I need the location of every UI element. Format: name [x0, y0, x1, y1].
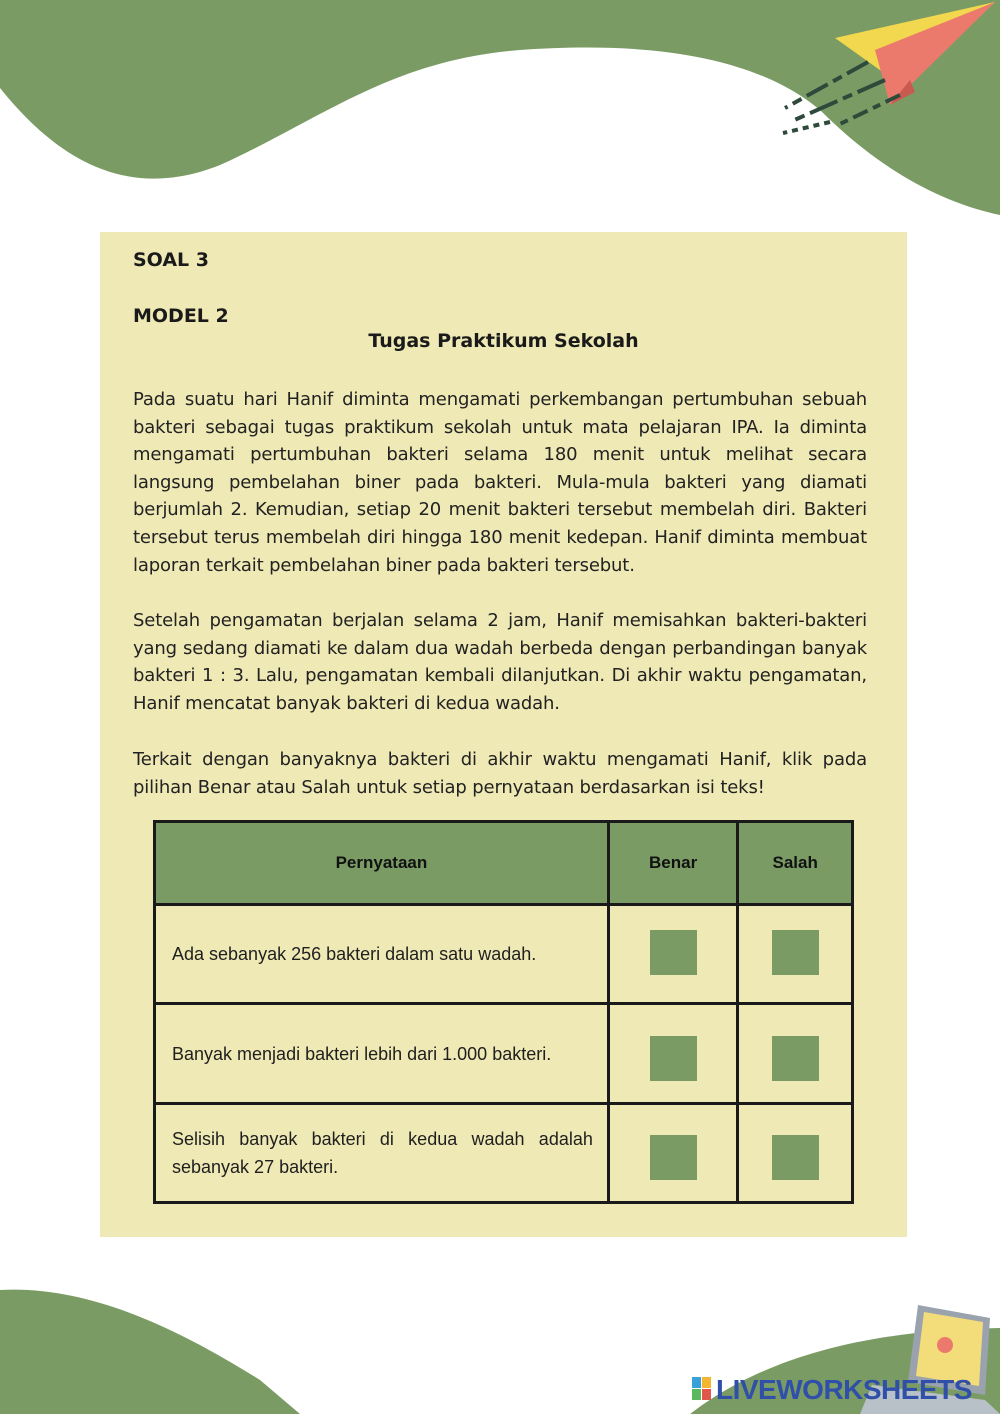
- question-card: [100, 232, 907, 1237]
- statement-table: [153, 820, 854, 1204]
- table-header-row: [155, 822, 853, 905]
- benar-cell: [608, 905, 738, 1004]
- benar-cell: [608, 1103, 738, 1202]
- salah-choice-box-1[interactable]: [772, 930, 819, 975]
- salah-cell: [738, 1103, 853, 1202]
- brand-wordmark[interactable]: LIVEWORKSHEETS: [716, 1374, 972, 1405]
- model-label: MODEL 2: [133, 305, 229, 327]
- table-row: [155, 905, 853, 1004]
- table-row: [155, 1103, 853, 1202]
- bottom-left-wave-shape: [0, 1290, 300, 1414]
- header-benar: Benar: [608, 822, 738, 905]
- soal-label: SOAL 3: [133, 249, 209, 271]
- paragraph-observation: Setelah pengamatan berjalan selama 2 jam, Hanif memisahkan bakteri-bakteri yang sedang diamati ke dalam dua wadah berbeda dengan perbandingan banyak bakteri 1 : 3. Lalu, pengamatan kembali dilanjutkan. Di akhir waktu pengamatan, Hanif mencatat banyak bakteri di kedua wadah.: [133, 610, 867, 714]
- page-title: Tugas Praktikum Sekolah: [368, 330, 639, 352]
- top-wave-shape: [0, 0, 1000, 215]
- header-salah: Salah: [738, 822, 853, 905]
- benar-cell: [608, 1004, 738, 1103]
- benar-choice-box-3[interactable]: [650, 1135, 697, 1180]
- salah-cell: [738, 905, 853, 1004]
- statement-text: Selisih banyak bakteri di kedua wadah adalah sebanyak 27 bakteri.: [155, 1103, 609, 1202]
- benar-choice-box-1[interactable]: [650, 930, 697, 975]
- salah-choice-box-2[interactable]: [772, 1036, 819, 1081]
- paragraph-instruction: Terkait dengan banyaknya bakteri di akhir waktu mengamati Hanif, klik pada pilihan Benar atau Salah untuk setiap pernyataan berdasarkan isi teks!: [133, 749, 867, 798]
- paragraph-intro: Pada suatu hari Hanif diminta mengamati perkembangan pertumbuhan sebuah bakteri sebagai tugas praktikum sekolah untuk mata pelajaran IPA. Ia diminta mengamati pertumbuhan bakteri selama 180 menit untuk melihat secara langsung pembelahan biner pada bakteri. Mula-mula bakteri yang diamati berjumlah 2. Kemudian, setiap 20 menit bakteri tersebut membelah diri. Bakteri tersebut terus membelah diri hingga 180 menit kedepan. Hanif diminta membuat laporan terkait pembelahan biner pada bakteri tersebut.: [133, 389, 867, 576]
- salah-cell: [738, 1004, 853, 1103]
- statement-text: Banyak menjadi bakteri lebih dari 1.000 bakteri.: [155, 1004, 609, 1103]
- header-pernyataan: Pernyataan: [155, 822, 609, 905]
- liveworksheets-logo-icon: [692, 1377, 712, 1401]
- statement-text: Ada sebanyak 256 bakteri dalam satu wadah.: [155, 905, 609, 1004]
- table-row: [155, 1004, 853, 1103]
- salah-choice-box-3[interactable]: [772, 1135, 819, 1180]
- benar-choice-box-2[interactable]: [650, 1036, 697, 1081]
